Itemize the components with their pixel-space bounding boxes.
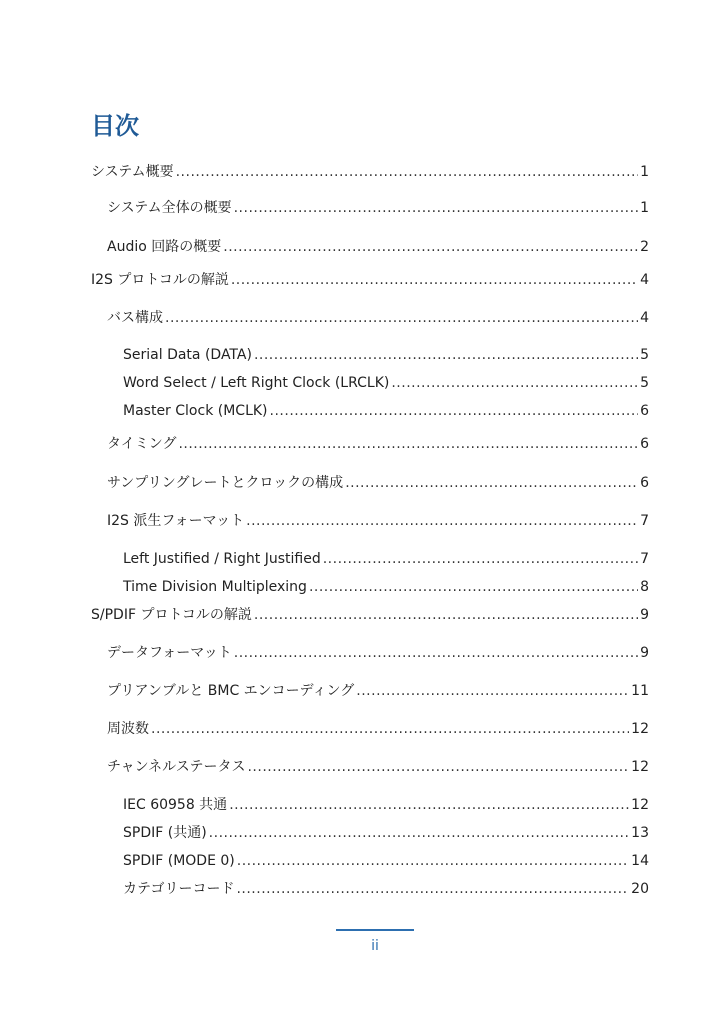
toc-entry-page: 6: [640, 475, 649, 491]
toc-entry-label: カテゴリーコード: [123, 881, 235, 897]
toc-dot-leader: [209, 822, 630, 844]
toc-entry-page: 9: [640, 645, 649, 661]
toc-dot-leader: [391, 372, 638, 394]
toc-entry[interactable]: [123, 372, 649, 394]
toc-entry-page: 12: [631, 797, 649, 813]
toc-entry-page: 1: [640, 200, 649, 216]
toc-dot-leader: [234, 197, 638, 219]
footer-divider: [336, 929, 414, 931]
toc-entry-page: 4: [640, 310, 649, 326]
toc-entry[interactable]: [123, 822, 649, 844]
toc-entry-label: IEC 60958 共通: [123, 797, 228, 813]
toc-entry[interactable]: [107, 680, 649, 702]
toc-entry-page: 12: [631, 721, 649, 737]
toc-dot-leader: [356, 680, 629, 702]
toc-entry-page: 1: [640, 164, 649, 180]
toc-entry-page: 6: [640, 403, 649, 419]
toc-dot-leader: [246, 510, 638, 532]
toc-entry[interactable]: [123, 400, 649, 422]
toc-entry-label: S/PDIF プロトコルの解説: [91, 607, 252, 623]
toc-entry[interactable]: [107, 756, 649, 778]
toc-dot-leader: [309, 576, 638, 598]
toc-entry-page: 6: [640, 436, 649, 452]
toc-entry[interactable]: [107, 642, 649, 664]
toc-dot-leader: [231, 269, 638, 291]
toc-entry-page: 11: [631, 683, 649, 699]
toc-entry-label: Master Clock (MCLK): [123, 403, 268, 419]
toc-entry[interactable]: [123, 548, 649, 570]
toc-entry-label: Time Division Multiplexing: [123, 579, 307, 595]
toc-entry[interactable]: [91, 269, 649, 291]
toc-entry-page: 8: [640, 579, 649, 595]
toc-title: 目次: [91, 112, 139, 140]
toc-entry-label: Audio 回路の概要: [107, 239, 222, 255]
toc-entry-label: チャンネルステータス: [107, 759, 246, 775]
toc-entry-label: SPDIF (共通): [123, 825, 207, 841]
toc-entry[interactable]: [91, 604, 649, 626]
toc-dot-leader: [178, 433, 638, 455]
toc-entry-label: Word Select / Left Right Clock (LRCLK): [123, 375, 390, 391]
toc-entry-label: プリアンブルと BMC エンコーディング: [107, 683, 355, 699]
toc-dot-leader: [229, 794, 629, 816]
toc-entry-page: 12: [631, 759, 649, 775]
toc-entry-label: バス構成: [107, 310, 163, 326]
toc-entry[interactable]: [107, 197, 649, 219]
toc-dot-leader: [345, 472, 638, 494]
toc-dot-leader: [236, 878, 629, 900]
toc-entry-label: I2S プロトコルの解説: [91, 272, 229, 288]
toc-entry[interactable]: [123, 576, 649, 598]
toc-dot-leader: [223, 236, 638, 258]
toc-entry-label: Serial Data (DATA): [123, 347, 252, 363]
toc-entry-page: 2: [640, 239, 649, 255]
toc-dot-leader: [237, 850, 629, 872]
toc-entry-label: タイミング: [107, 436, 177, 452]
toc-entry-label: システム全体の概要: [107, 200, 232, 216]
toc-entry[interactable]: [107, 236, 649, 258]
toc-entry-page: 5: [640, 347, 649, 363]
toc-dot-leader: [270, 400, 639, 422]
toc-dot-leader: [254, 344, 638, 366]
toc-dot-leader: [254, 604, 638, 626]
toc-entry-page: 4: [640, 272, 649, 288]
toc-entry-page: 7: [640, 551, 649, 567]
toc-entry-page: 14: [631, 853, 649, 869]
toc-entry-page: 5: [640, 375, 649, 391]
toc-entry[interactable]: [123, 850, 649, 872]
toc-entry-label: SPDIF (MODE 0): [123, 853, 235, 869]
toc-entry[interactable]: [123, 344, 649, 366]
toc-entry-label: サンプリングレートとクロックの構成: [107, 475, 344, 491]
toc-entry[interactable]: [107, 307, 649, 329]
toc-dot-leader: [176, 161, 638, 183]
footer-page-number: ii: [371, 938, 379, 954]
toc-entry[interactable]: [107, 510, 649, 532]
toc-entry[interactable]: [107, 718, 649, 740]
toc-entry-label: データフォーマット: [107, 645, 232, 661]
toc-dot-leader: [151, 718, 629, 740]
toc-entry-label: 周波数: [107, 721, 149, 737]
toc-dot-leader: [165, 307, 638, 329]
toc-entry-label: システム概要: [91, 164, 174, 180]
toc-entry-page: 7: [640, 513, 649, 529]
toc-entry-page: 9: [640, 607, 649, 623]
toc-entry-page: 20: [631, 881, 649, 897]
toc-entry-page: 13: [631, 825, 649, 841]
toc-entry[interactable]: [123, 794, 649, 816]
toc-dot-leader: [247, 756, 629, 778]
toc-entry[interactable]: [91, 161, 649, 183]
toc-entry[interactable]: [107, 433, 649, 455]
toc-dot-leader: [323, 548, 638, 570]
toc-entry[interactable]: [123, 878, 649, 900]
toc-entry[interactable]: [107, 472, 649, 494]
toc-entry-label: Left Justified / Right Justified: [123, 551, 321, 567]
toc-dot-leader: [234, 642, 638, 664]
toc-entry-label: I2S 派生フォーマット: [107, 513, 245, 529]
